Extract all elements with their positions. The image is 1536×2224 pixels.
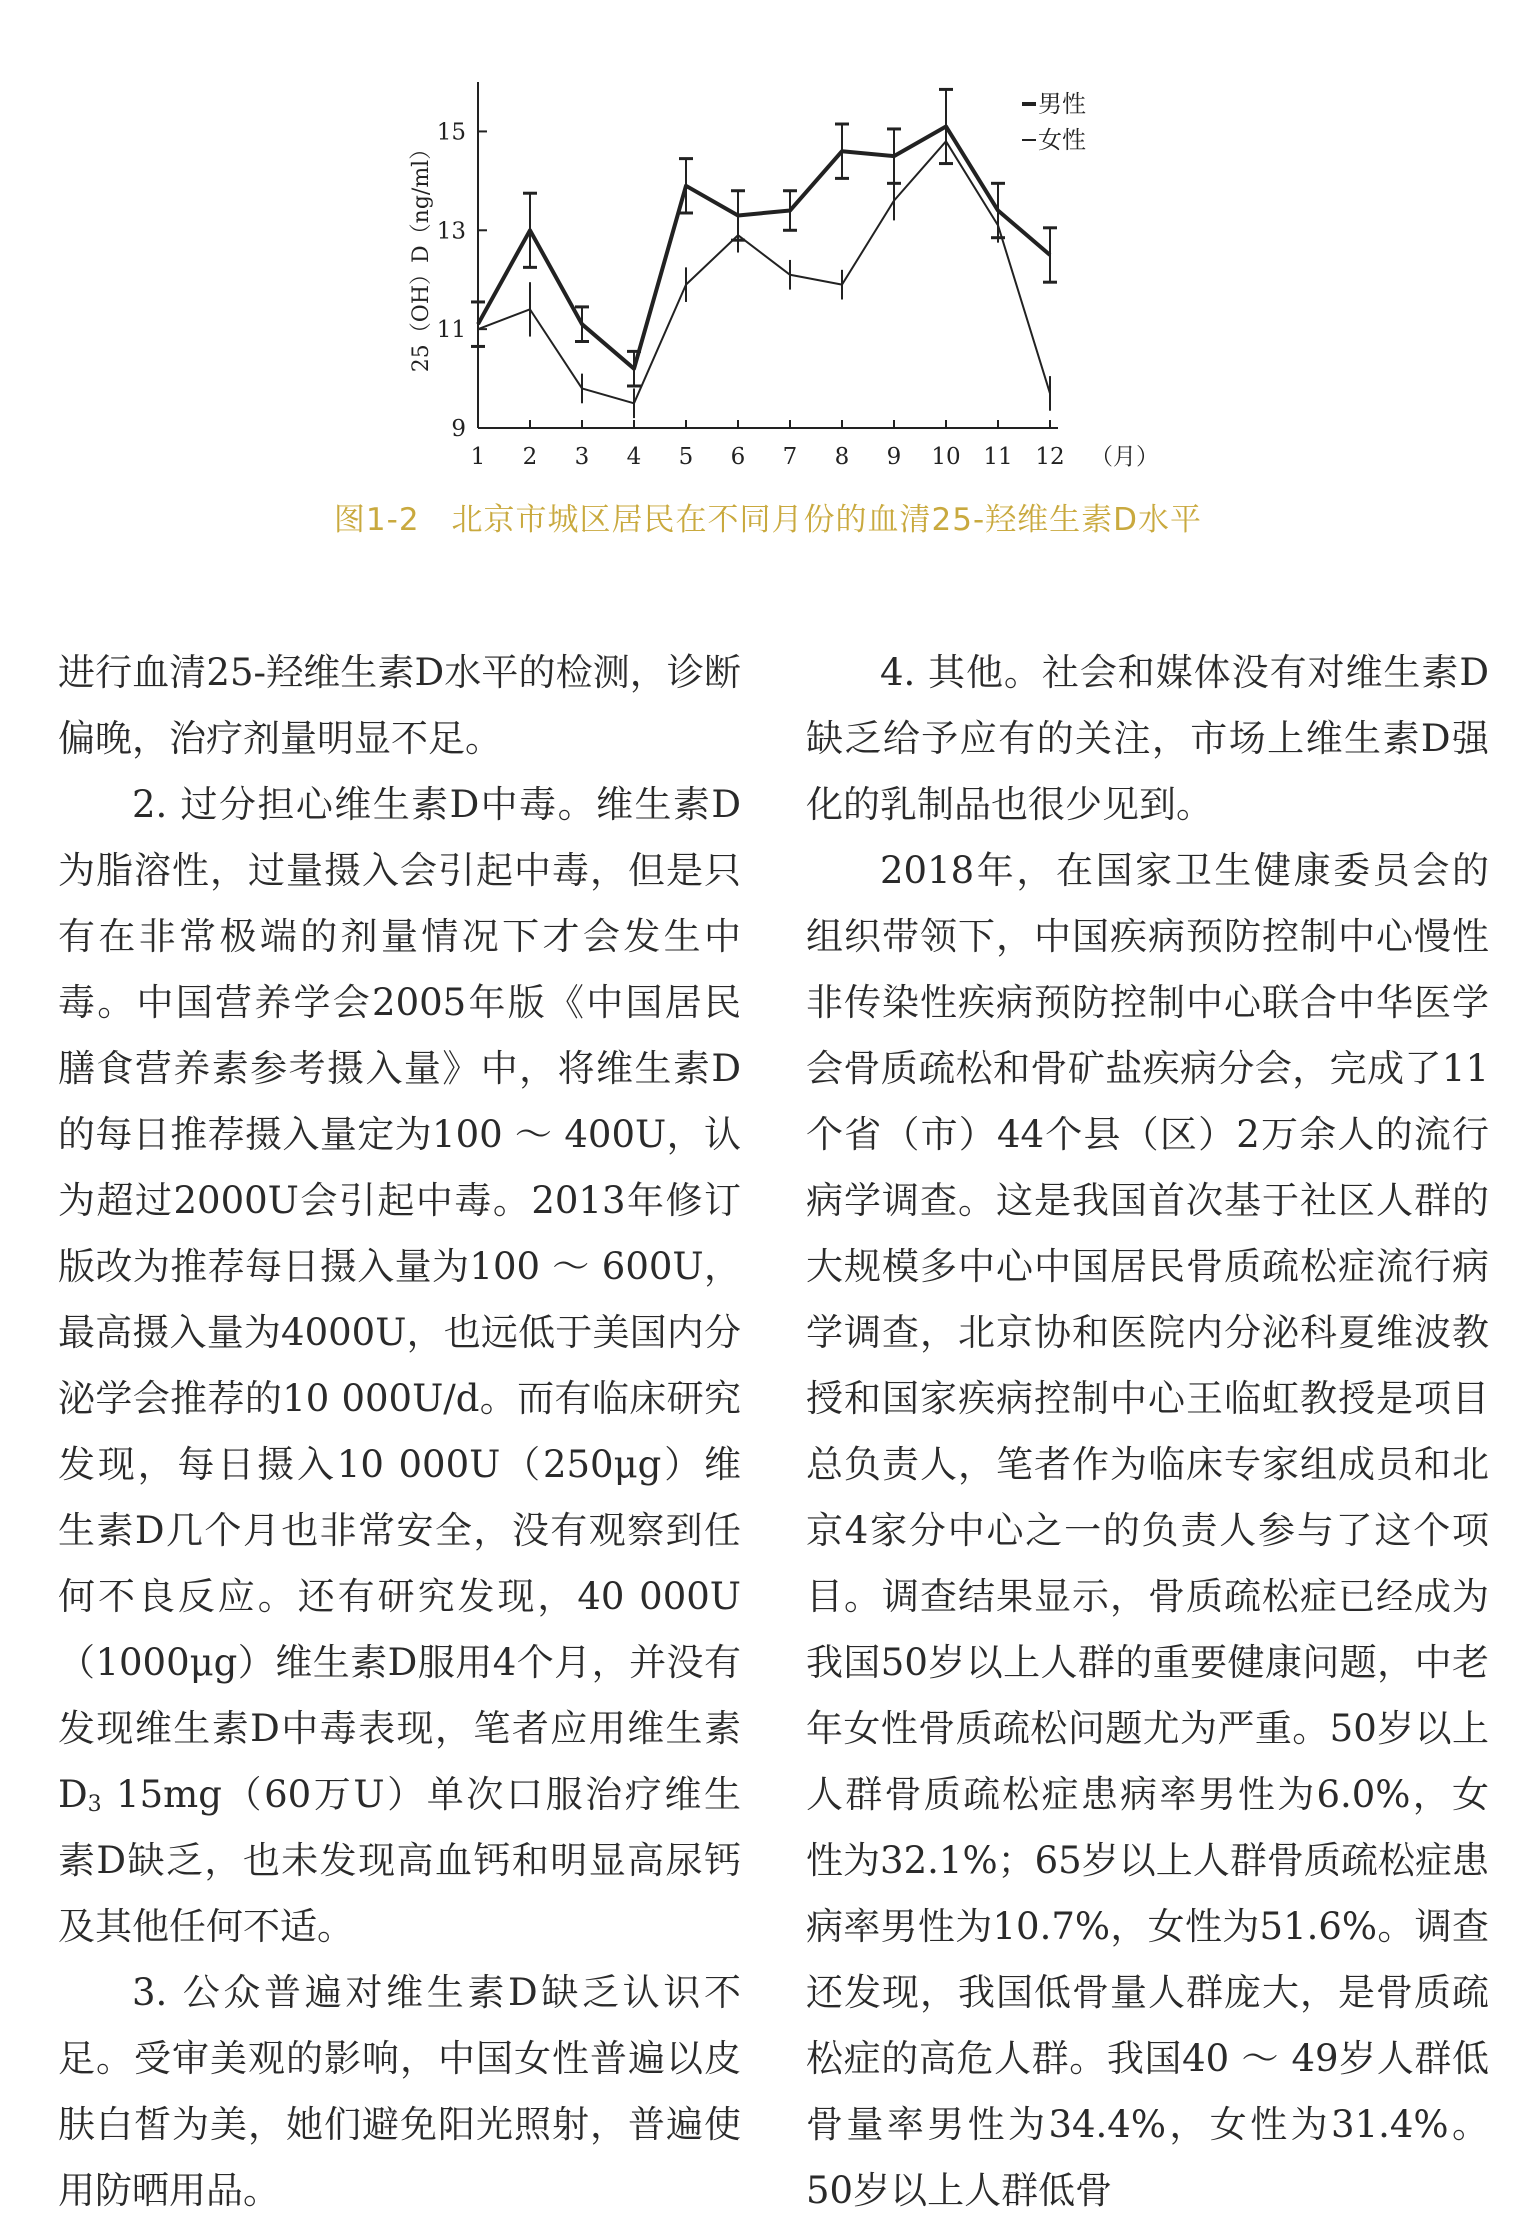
x-tick-label: 8 — [835, 444, 850, 470]
x-tick-label: 11 — [983, 444, 1012, 470]
paragraph: 2018年，在国家卫生健康委员会的组织带领下，中国疾病预防控制中心慢性非传染性疾病预防控制中心联合中华医学会骨质疏松和骨矿盐疾病分会，完成了11个省（市）44个县（区）2万余人的流行病学调查。这是我国首次基于社区人群的大规模多中心中国居民骨质疏松症流行病学调查，北京协和医院内分泌科夏维波教授和国家疾病控制中心王临虹教授是项目总负责人，笔者作为临床专家组成员和北京4家分中心之一的负责人参与了这个项目。调查结果显示，骨质疏松症已经成为我国50岁以上人群的重要健康问题，中老年女性骨质疏松问题尤为严重。50岁以上人群骨质疏松症患病率男性为6.0%，女性为32.1%；65岁以上人群骨质疏松症患病率男性为10.7%，女性为51.6%。调查还发现，我国低骨量人群庞大，是骨质疏松症的高危人群。我国40 ～ 49岁人群低骨量率男性为34.4%，女性为31.4%。50岁以上人群低骨 — [806, 838, 1489, 2224]
y-tick-label: 13 — [437, 218, 466, 244]
x-unit-label: （月） — [1090, 444, 1159, 470]
left-column — [58, 640, 741, 2224]
paragraph-text: 15mg（60万U）单次口服治疗维生素D缺乏，也未发现高血钙和明显高尿钙及其他任何不适。 — [58, 1773, 741, 1948]
x-tick-label: 5 — [679, 444, 694, 470]
x-tick-label: 4 — [627, 444, 642, 470]
paragraph-text: 2. 过分担心维生素D中毒。维生素D为脂溶性，过量摄入会引起中毒，但是只有在非常极端的剂量情况下才会发生中毒。中国营养学会2005年版《中国居民膳食营养素参考摄入量》中，将维生素D的每日推荐摄入量定为100 ～ 400U，认为超过2000U会引起中毒。2013年修订版改为推荐每日摄入量为100 ～ 600U，最高摄入量为4000U，也远低于美国内分泌学会推荐的10 000U/d。而有临床研究发现，每日摄入10 000U（250μg）维生素D几个月也非常安全，没有观察到任何不良反应。还有研究发现，40 000U（1000μg）维生素D服用4个月，并没有发现维生素D中毒表现，笔者应用维生素D — [58, 783, 741, 1816]
legend-label: 女性 — [1038, 126, 1086, 154]
series-line-1 — [478, 126, 1050, 368]
paragraph: 4. 其他。社会和媒体没有对维生素D缺乏给予应有的关注，市场上维生素D强化的乳制品也很少见到。 — [806, 640, 1489, 838]
figure-caption: 图1-2 北京市城区居民在不同月份的血清25-羟维生素D水平 — [0, 494, 1536, 539]
subscript: 3 — [88, 1792, 102, 1817]
y-axis-label: 25（OH）D（ng/ml） — [409, 138, 434, 372]
y-tick-label: 11 — [437, 317, 466, 343]
line-chart — [0, 0, 1536, 480]
paragraph — [58, 772, 741, 1960]
x-tick-label: 9 — [887, 444, 902, 470]
y-tick-label: 15 — [437, 119, 466, 145]
x-tick-label: 10 — [931, 444, 960, 470]
x-tick-label: 6 — [731, 444, 746, 470]
x-tick-label: 1 — [471, 444, 486, 470]
x-tick-label: 2 — [523, 444, 538, 470]
x-tick-label: 12 — [1035, 444, 1064, 470]
right-column — [806, 640, 1489, 2224]
figure — [0, 0, 1536, 560]
x-tick-label: 3 — [575, 444, 590, 470]
y-tick-label: 9 — [451, 416, 466, 442]
paragraph: 进行血清25-羟维生素D水平的检测，诊断偏晚，治疗剂量明显不足。 — [58, 640, 741, 772]
x-tick-label: 7 — [783, 444, 798, 470]
legend-label: 男性 — [1038, 90, 1086, 118]
paragraph: 3. 公众普遍对维生素D缺乏认识不足。受审美观的影响，中国女性普遍以皮肤白皙为美，她们避免阳光照射，普遍使用防晒用品。 — [58, 1960, 741, 2224]
series-line-2 — [478, 141, 1050, 403]
